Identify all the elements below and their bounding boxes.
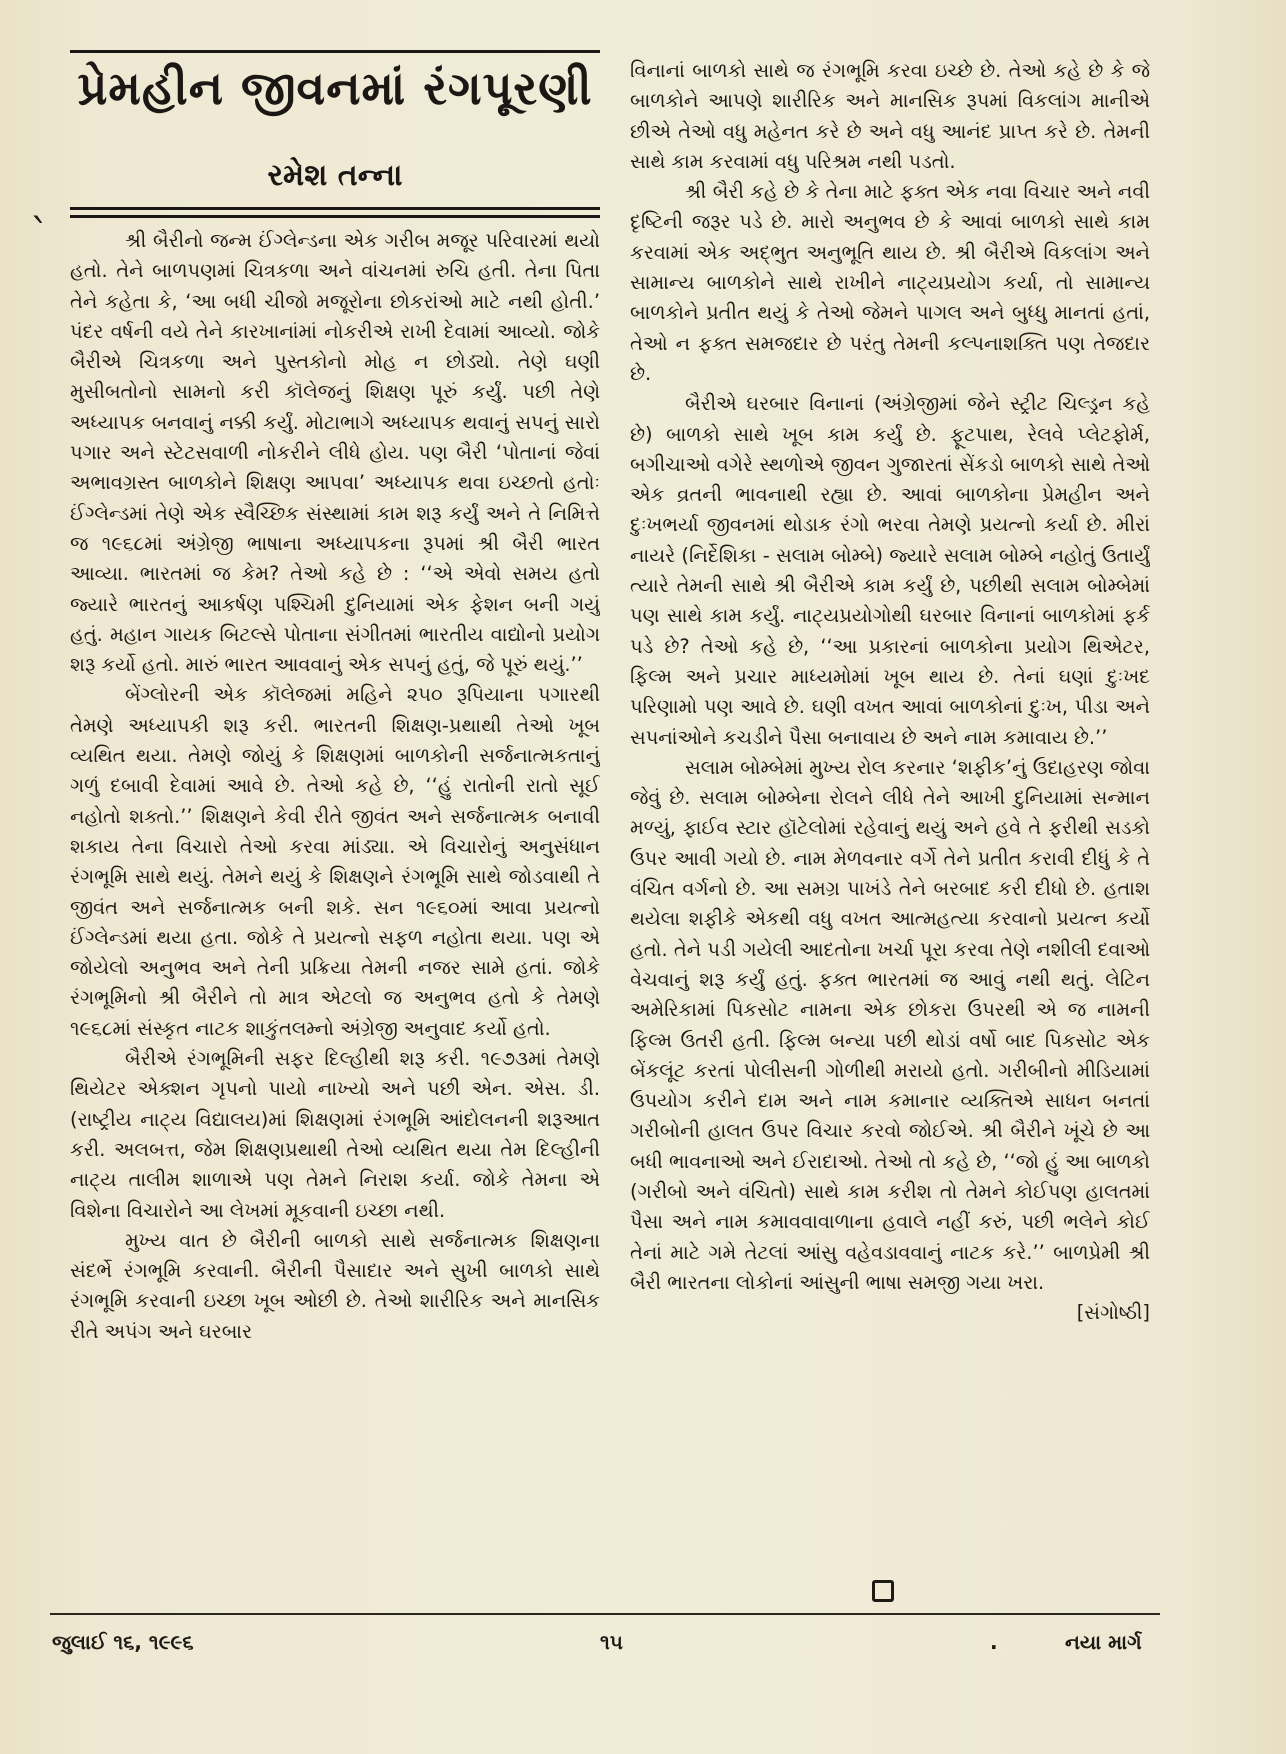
paragraph: શ્રી બૈરી કહે છે કે તેના માટે ફક્ત એક નવા વિચાર અને નવી દૃષ્ટિની જરૂર પડે છે. મારો અનુભવ છે કે આવાં બાળકો સાથે કામ કરવામાં એક અદ્ભુત અનુભૂતિ થાય છે. શ્રી બૈરીએ વિકલાંગ અને સામાન્ય બાળકોને સાથે રાખીને નાટ્યપ્રયોગ કર્યા, તો સામાન્ય બાળકોને પ્રતીત થયું કે તેઓ જેમને પાગલ અને બુધ્ધુ માનતાં હતાં, તેઓ ન ફક્ત સમજદાર છે પરંતુ તેમની કલ્પનાશક્તિ પણ તેજદાર છે. (630, 180, 1150, 385)
paragraph: સલામ બોમ્બેમાં મુખ્ય રોલ કરનાર ‘શફીક’નું ઉદાહરણ જોવા જેવું છે. સલામ બોમ્બેના રોલને લીધે તેને આખી દુનિયામાં સન્માન મળ્યું, ફાઈવ સ્ટાર હૉટેલોમાં રહેવાનું થયું અને હવે તે ફરીથી સડકો ઉપર આવી ગયો છે. નામ મેળવનાર વર્ગે તેને પ્રતીત કરાવી દીધું કે તે વંચિત વર્ગનો છે. આ સમગ્ર પાખંડે તેને બરબાદ કરી દીધો છે. હતાશ થયેલા શફીકે એકથી વધુ વખત આત્મહત્યા કરવાનો પ્રયત્ન કર્યો હતો. તેને પડી ગયેલી આદતોના ખર્ચા પૂરા કરવા તેણે નશીલી દવાઓ વેચવાનું શરૂ કર્યું હતું. ફક્ત ભારતમાં જ આવું નથી થતું. લેટિન અમેરિકામાં પિકસોટ નામના એક છોકરા ઉપરથી એ જ નામની ફિલ્મ ઉતરી હતી. ફિલ્મ બન્યા પછી થોડાં વર્ષો બાદ પિકસોટ એક બેંકલૂંટ કરતાં પોલીસની ગોળીથી મરાયો હતો. ગરીબીનો મીડિયામાં ઉપયોગ કરીને દામ અને નામ કમાનાર વ્યક્તિએ સાધન બનતાં ગરીબોની હાલત ઉપર વિચાર કરવો જોઈએ. શ્રી બૈરીને ખૂંચે છે આ બધી ભાવનાઓ અને ઈરાદાઓ. તેઓ તો કહે છે, ‘‘જો હું આ બાળકો (ગરીબો અને વંચિતો) સાથે કામ કરીશ તો તેમને કોઈપણ હાલતમાં પૈસા અને નામ કમાવવાવાળાના હવાલે નહીં કરું, પછી ભલેને કોઈ તેનાં માટે ગમે તેટલાં આંસુ વહેવડાવવાનું નાટક કરે.’’ બાળપ્રેમી શ્રી બૈરી ભારતના લોકોનાં આંસુની ભાષા સમજી ગયા ખરા. (630, 755, 1150, 1294)
paragraph: બૈરીએ ઘરબાર વિનાનાં (અંગ્રેજીમાં જેને સ્ટ્રીટ ચિલ્ડ્રન કહે છે) બાળકો સાથે ખૂબ કામ કર્યું છે. ફૂટપાથ, રેલવે પ્લેટફોર્મ, બગીચાઓ વગેરે સ્થળોએ જીવન ગુજારતાં સેંકડો બાળકો સાથે તેઓ એક વ્રતની ભાવનાથી રહ્યા છે. આવાં બાળકોના પ્રેમહીન અને દુઃખભર્યા જીવનમાં થોડાક રંગો ભરવા તેમણે પ્રયત્નો કર્યા છે. મીરાં નાયરે (નિર્દેશિકા - સલામ બોમ્બે) જ્યારે સલામ બોમ્બે નહોતું ઉતાર્યું ત્યારે તેમની સાથે શ્રી બૈરીએ કામ કર્યું છે, પછીથી સલામ બોમ્બેમાં પણ સાથે કામ કર્યું. નાટ્યપ્રયોગોથી ઘરબાર વિનાનાં બાળકોમાં ફર્ક પડે છે? તેઓ કહે છે, ‘‘આ પ્રકારનાં બાળકોના પ્રયોગ થિએટર, ફિલ્મ અને પ્રચાર માધ્યમોમાં ખૂબ થાય છે. તેનાં ઘણાં દુઃખદ પરિણામો પણ આવે છે. ઘણી વખત આવાં બાળકોનાં દુઃખ, પીડા અને સપનાંઓને કચડીને પૈસા બનાવાય છે અને નામ કમાવાય છે.’’ (630, 392, 1150, 749)
issue-date: જુલાઈ ૧૬, ૧૯૯૬ (52, 1630, 194, 1654)
article-title: પ્રેમહીન જીવનમાં રંગપૂરણી (77, 61, 593, 115)
article-author: રમેશ તન્ના (267, 158, 403, 193)
article-end-mark (872, 1580, 894, 1602)
paragraph: બેંગ્લોરની એક કૉલેજમાં મહિને ૨૫૦ રૂપિયાના પગારથી તેમણે અધ્યાપકી શરૂ કરી. ભારતની શિક્ષણ-પ્રથાથી તેઓ ખૂબ વ્યથિત થયા. તેમણે જોયું કે શિક્ષણમાં બાળકોની સર્જનાત્મકતાનું ગળું દબાવી દેવામાં આવે છે. તેઓ કહે છે, ‘‘હું રાતોની રાતો સૂઈ નહોતો શક્તો.’’ શિક્ષણને કેવી રીતે જીવંત અને સર્જનાત્મક બનાવી શકાય તેના વિચારો તેઓ કરવા માંડ્યા. એ વિચારોનું અનુસંધાન રંગભૂમિ સાથે થયું. તેમને થયું કે શિક્ષણને રંગભૂમિ સાથે જોડવાથી તે જીવંત અને સર્જનાત્મક બની શકે. સન ૧૯૬૦માં આવા પ્રયત્નો ઈંગ્લેન્ડમાં થયા હતા. જોકે તે પ્રયત્નો સફળ નહોતા થયા. પણ એ જોયેલો અનુભવ અને તેની પ્રક્રિયા તેમની નજર સામે હતાં. જોકે રંગભૂમિનો શ્રી બૈરીને તો માત્ર એટલો જ અનુભવ હતો કે તેમણે ૧૯૬૮માં સંસ્કૃત નાટક શાકુંતલમ્નો અંગ્રેજી અનુવાદ કર્યો હતો. (70, 683, 600, 1040)
footer-dot: . (990, 1630, 998, 1654)
right-column (630, 56, 1150, 1586)
footer-rule (50, 1613, 1160, 1615)
paragraph: બૈરીએ રંગભૂમિની સફર દિલ્હીથી શરૂ કરી. ૧૯૭૩માં તેમણે થિયેટર એક્શન ગૃપનો પાયો નાખ્યો અને પછી એન. એસ. ડી. (રાષ્ટ્રીય નાટ્ય વિદ્યાલય)માં શિક્ષણમાં રંગભૂમિ આંદોલનની શરૂઆત કરી. અલબત્ત, જેમ શિક્ષણપ્રથાથી તેઓ વ્યથિત થયા તેમ દિલ્હીની નાટ્ય તાલીમ શાળાએ પણ તેમને નિરાશ કર્યા. જોકે તેમના એ વિશેના વિચારોને આ લેખમાં મૂકવાની ઇચ્છા નથી. (70, 1047, 600, 1222)
paragraph-continued: વિનાનાં બાળકો સાથે જ રંગભૂમિ કરવા ઇચ્છે છે. તેઓ કહે છે કે જે બાળકોને આપણે શારીરિક અને માનસિક રૂપમાં વિકલાંગ માનીએ છીએ તેઓ વધુ મહેનત કરે છે અને વધુ આનંદ પ્રાપ્ત કરે છે. તેમની સાથે કામ કરવામાં વધુ પરિશ્રમ નથી પડતો. (630, 59, 1150, 173)
title-top-rule (70, 50, 600, 53)
title-rule-upper (70, 207, 600, 210)
paragraph: મુખ્ય વાત છે બૈરીની બાળકો સાથે સર્જનાત્મક શિક્ષણના સંદર્ભે રંગભૂમિ કરવાની. બૈરીની પૈસાદાર અને સુખી બાળકો સાથે રંગભૂમિ કરવાની ઇચ્છા ખૂબ ઓછી છે. તેઓ શારીરિક અને માનસિક રીતે અપંગ અને ઘરબાર (70, 1228, 600, 1343)
source-credit: [સંગોષ્ઠી] (1076, 1301, 1150, 1325)
page-number: ૧૫ (600, 1630, 623, 1654)
margin-tick-mark: ˋ (30, 212, 50, 258)
paragraph: શ્રી બૈરીનો જન્મ ઈંગ્લેન્ડના એક ગરીબ મજૂર પરિવારમાં થયો હતો. તેને બાળપણમાં ચિત્રકળા અને વાંચનમાં રુચિ હતી. તેના પિતા તેને કહેતા કે, ‘આ બધી ચીજો મજૂરોના છોકરાંઓ માટે નથી હોતી.’ પંદર વર્ષની વયે તેને કારખાનાંમાં નોકરીએ રાખી દેવામાં આવ્યો. જોકે બૈરીએ ચિત્રકળા અને પુસ્તકોનો મોહ ન છોડ્યો. તેણે ઘણી મુસીબતોનો સામનો કરી કૉલેજનું શિક્ષણ પૂરું કર્યું. પછી તેણે અધ્યાપક બનવાનું નક્કી કર્યું. મોટાભાગે અધ્યાપક થવાનું સપનું સારો પગાર અને સ્ટેટસવાળી નોકરીને લીધે હોય. પણ બૈરી ‘પોતાનાં જેવાં અભાવગ્રસ્ત બાળકોને શિક્ષણ આપવા’ અધ્યાપક થવા ઇચ્છતો હતોઃ ઈંગ્લેન્ડમાં તેણે એક સ્વૈચ્છિક સંસ્થામાં કામ શરૂ કર્યું અને તે નિમિત્તે જ ૧૯૬૮માં અંગ્રેજી ભાષાના અધ્યાપકના રૂપમાં શ્રી બૈરી ભારત આવ્યા. ભારતમાં જ કેમ? તેઓ કહે છે : ‘‘એ એવો સમય હતો જ્યારે ભારતનું આકર્ષણ પશ્ચિમી દુનિયામાં એક ફેશન બની ગયું હતું. મહાન ગાયક બિટલ્સે પોતાના સંગીતમાં ભારતીય વાદ્યોનો પ્રયોગ શરૂ કર્યો હતો. મારું ભારત આવવાનું એક સપનું હતું, જે પૂરું થયું.’’ (70, 229, 600, 677)
title-rule-lower (70, 215, 600, 218)
magazine-name: નયા માર્ગ (1065, 1630, 1142, 1654)
left-column (70, 226, 600, 1606)
